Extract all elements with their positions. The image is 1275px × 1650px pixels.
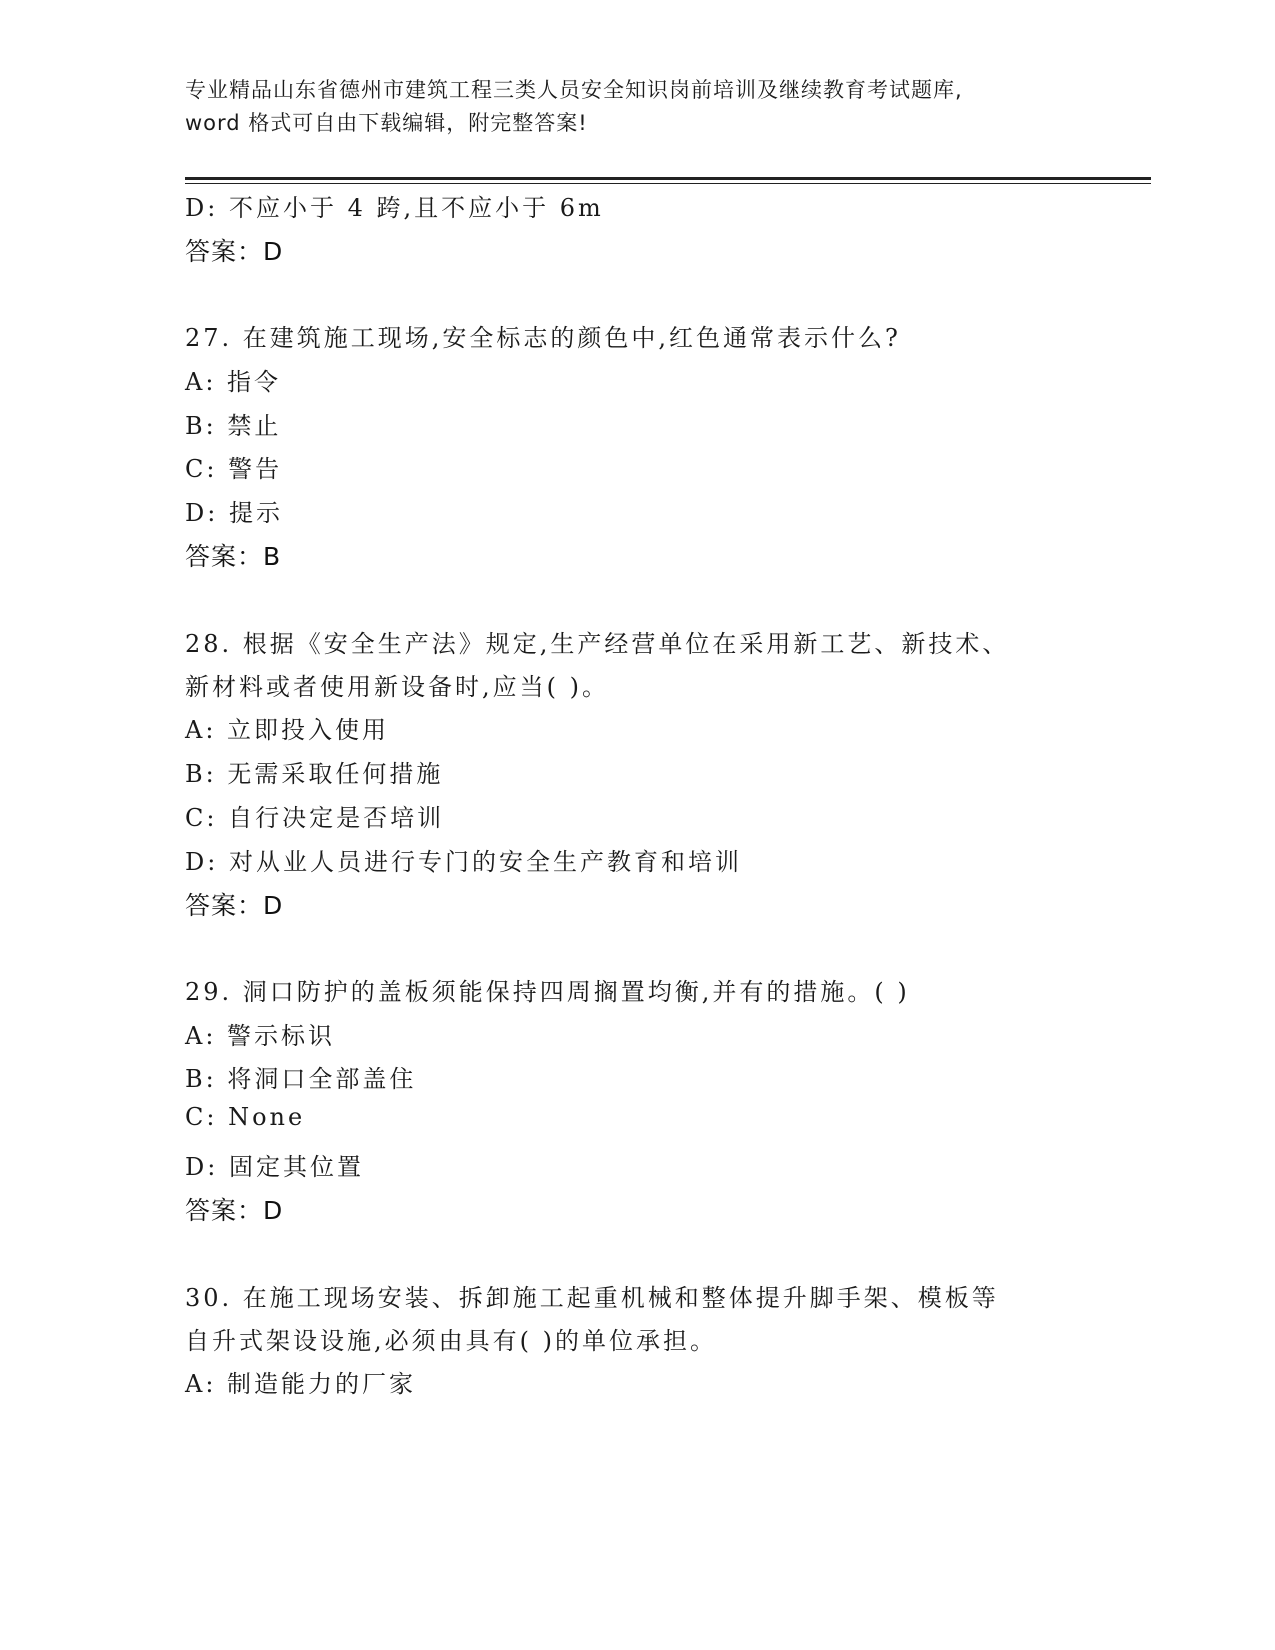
question-28-stem-line-1: 28. 根据《安全生产法》规定,生产经营单位在采用新工艺、新技术、	[185, 630, 1010, 658]
question-30-stem-line-2: 自升式架设设施,必须由具有( )的单位承担。	[185, 1327, 717, 1355]
header-line-1: 专业精品山东省德州市建筑工程三类人员安全知识岗前培训及继续教育考试题库,	[185, 78, 963, 102]
question-29-option-b: B: 将洞口全部盖住	[185, 1065, 417, 1093]
question-29-stem: 29. 洞口防护的盖板须能保持四周搁置均衡,并有的措施。( )	[185, 978, 910, 1006]
question-29-option-a: A: 警示标识	[185, 1022, 336, 1050]
question-27-option-a: A: 指令	[185, 368, 282, 396]
question-28-option-b: B: 无需采取任何措施	[185, 760, 444, 788]
question-28-option-c: C: 自行决定是否培训	[185, 804, 445, 832]
question-29-option-d: D: 固定其位置	[185, 1153, 364, 1181]
question-30-option-a: A: 制造能力的厂家	[185, 1370, 417, 1398]
question-29-option-c: C: None	[185, 1103, 306, 1131]
document-header	[185, 74, 1105, 140]
header-divider-thick	[185, 177, 1151, 180]
question-28-option-a: A: 立即投入使用	[185, 716, 390, 744]
header-divider-thin	[185, 183, 1151, 184]
question-28-stem-line-2: 新材料或者使用新设备时,应当( )。	[185, 673, 609, 701]
prev-option-d: D: 不应小于 4 跨,且不应小于 6m	[185, 194, 604, 222]
question-28-option-d: D: 对从业人员进行专门的安全生产教育和培训	[185, 848, 742, 876]
question-27-option-c: C: 警告	[185, 455, 283, 483]
question-27-stem: 27. 在建筑施工现场,安全标志的颜色中,红色通常表示什么?	[185, 324, 901, 352]
question-27-answer: 答案：B	[185, 542, 282, 571]
prev-answer: 答案：D	[185, 237, 284, 266]
header-line-2: word 格式可自由下载编辑，附完整答案!	[185, 111, 588, 135]
question-27-option-d: D: 提示	[185, 499, 283, 527]
question-28-answer: 答案：D	[185, 891, 284, 920]
question-29-answer: 答案：D	[185, 1196, 284, 1225]
question-27-option-b: B: 禁止	[185, 412, 282, 440]
question-30-stem-line-1: 30. 在施工现场安装、拆卸施工起重机械和整体提升脚手架、模板等	[185, 1284, 999, 1312]
